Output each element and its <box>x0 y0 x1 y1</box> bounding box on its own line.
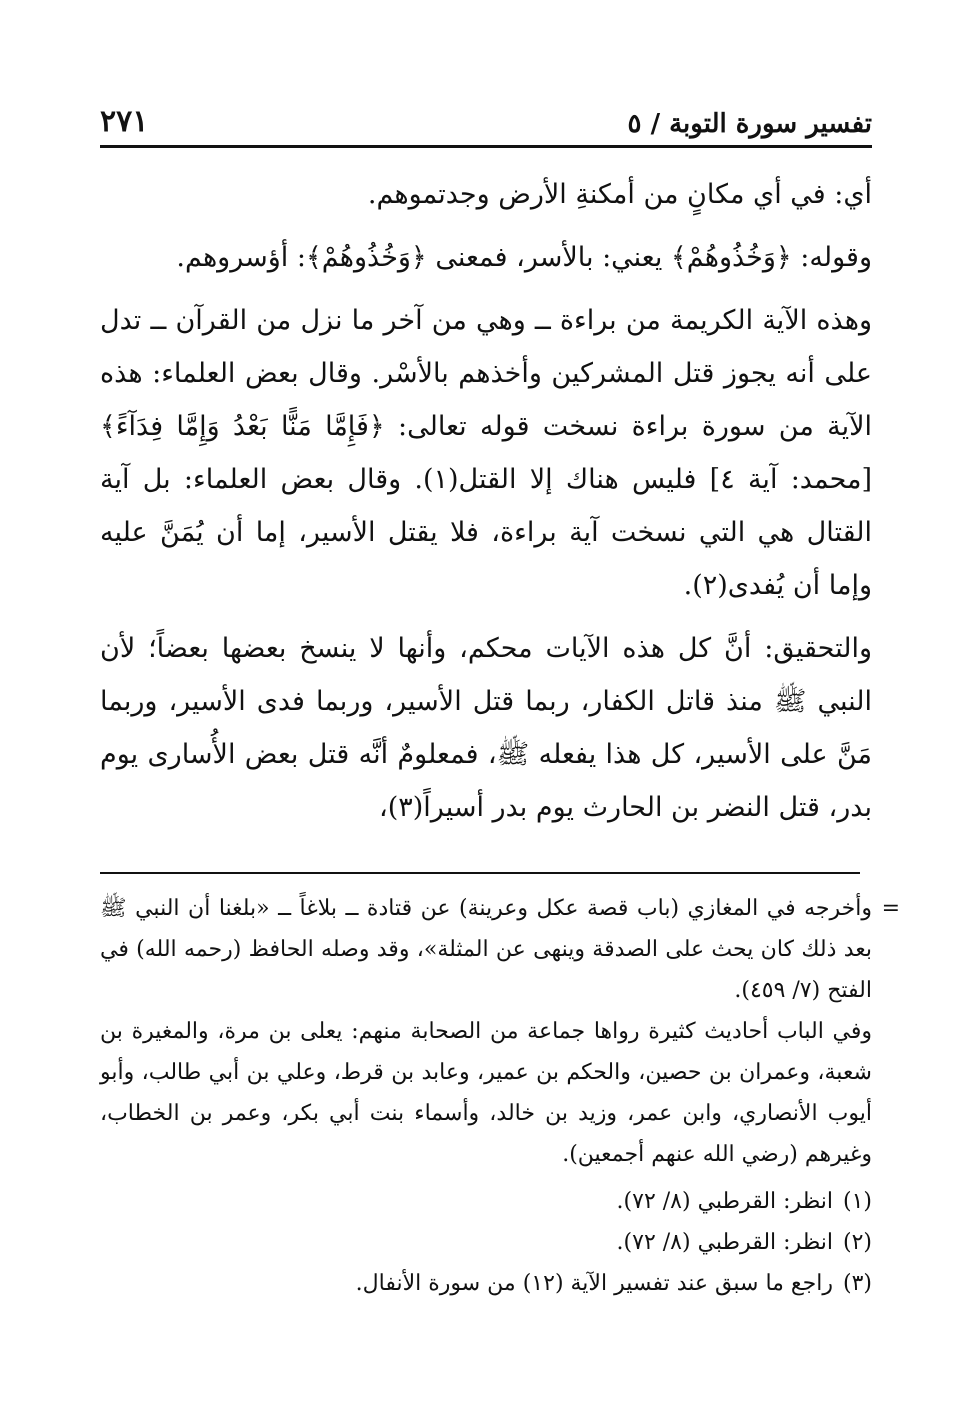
footnote-text: انظر: القرطبي (٨/ ٧٢). <box>616 1189 833 1214</box>
body-paragraph: أي: في أي مكانٍ من أمكنةِ الأرض وجدتموهم. <box>367 179 872 210</box>
footnote-item <box>100 1263 872 1304</box>
footnote-separator <box>100 872 860 874</box>
footnote-text: راجع ما سبق عند تفسير الآية (١٢) من سورة الأنفال. <box>355 1271 833 1296</box>
body-paragraph: والتحقيق: أنَّ كل هذه الآيات محكم، وأنها لا ينسخ بعضها بعضاً؛ لأن النبي ﷺ منذ قاتل الكفار، ربما قتل الأسير، وربما فدى الأسير، وربما مَنَّ على الأسير، كل هذا يفعله ﷺ، فمعلومٌ أنَّه قتل بعض الأُسارى يوم بدر، قتل النضر بن الحارث يوم بدر أسيراً(٣)، <box>100 633 872 823</box>
footnote-continuation: وفي الباب أحاديث كثيرة رواها جماعة من الصحابة منهم: يعلى بن مرة، والمغيرة بن شعبة، وعمران بن حصين، والحكم بن عمير، وعابد بن قرط، وعلي بن أبي طالب، وأبو أيوب الأنصاري، وابن عمر، وزيد بن خالد، وأسماء بنت أبي بكر، وعمر بن الخطاب، وغيرهم (رضي الله عنهم أجمعين). <box>100 1019 872 1167</box>
footnote-item <box>100 1181 872 1222</box>
body-paragraph: وقوله: ﴿وَخُذُوهُمْ﴾ يعني: بالأسر، فمعنى ﴿وَخُذُوهُمْ﴾: أؤسروهم. <box>176 242 872 273</box>
footnote-number: (١) <box>842 1189 872 1214</box>
footnote-continuation: وأخرجه في المغازي (باب قصة عكل وعرينة) عن قتادة ــ بلاغاً ــ «بلغنا أن النبي ﷺ بعد ذلك كان يحث على الصدقة وينهى عن المثلة»، وقد وصله الحافظ (رحمه الله) في الفتح (٧/ ٤٥٩). <box>100 896 872 1003</box>
footnote-number: (٢) <box>842 1230 872 1255</box>
page-number: ٢٧١ <box>100 104 149 139</box>
footnote-list <box>100 1181 872 1304</box>
running-title: تفسير سورة التوبة / ٥ <box>627 109 872 139</box>
footnote-item <box>100 1222 872 1263</box>
body-paragraph: وهذه الآية الكريمة من براءة ــ وهي من آخر ما نزل من القرآن ــ تدل على أنه يجوز قتل المشركين وأخذهم بالأسْر. وقال بعض العلماء: هذه الآية من سورة براءة نسخت قوله تعالى: ﴿فَإِمَّا مَنًّا بَعْدُ وَإِمَّا فِدَآءً﴾ [محمد: آية ٤] فليس هناك إلا القتل(١). وقال بعض العلماء: بل آية القتال هي التي نسخت آية براءة، فلا يقتل الأسير، إما أن يُمَنَّ عليه وإما أن يُفدى(٢). <box>100 305 872 601</box>
footnote-text: انظر: القرطبي (٨/ ٧٢). <box>616 1230 833 1255</box>
footnote-continuation-mark: = <box>881 896 900 921</box>
main-text <box>100 168 872 844</box>
page-header <box>100 96 872 148</box>
footnote-number: (٣) <box>842 1271 872 1296</box>
footnotes <box>100 888 872 1304</box>
